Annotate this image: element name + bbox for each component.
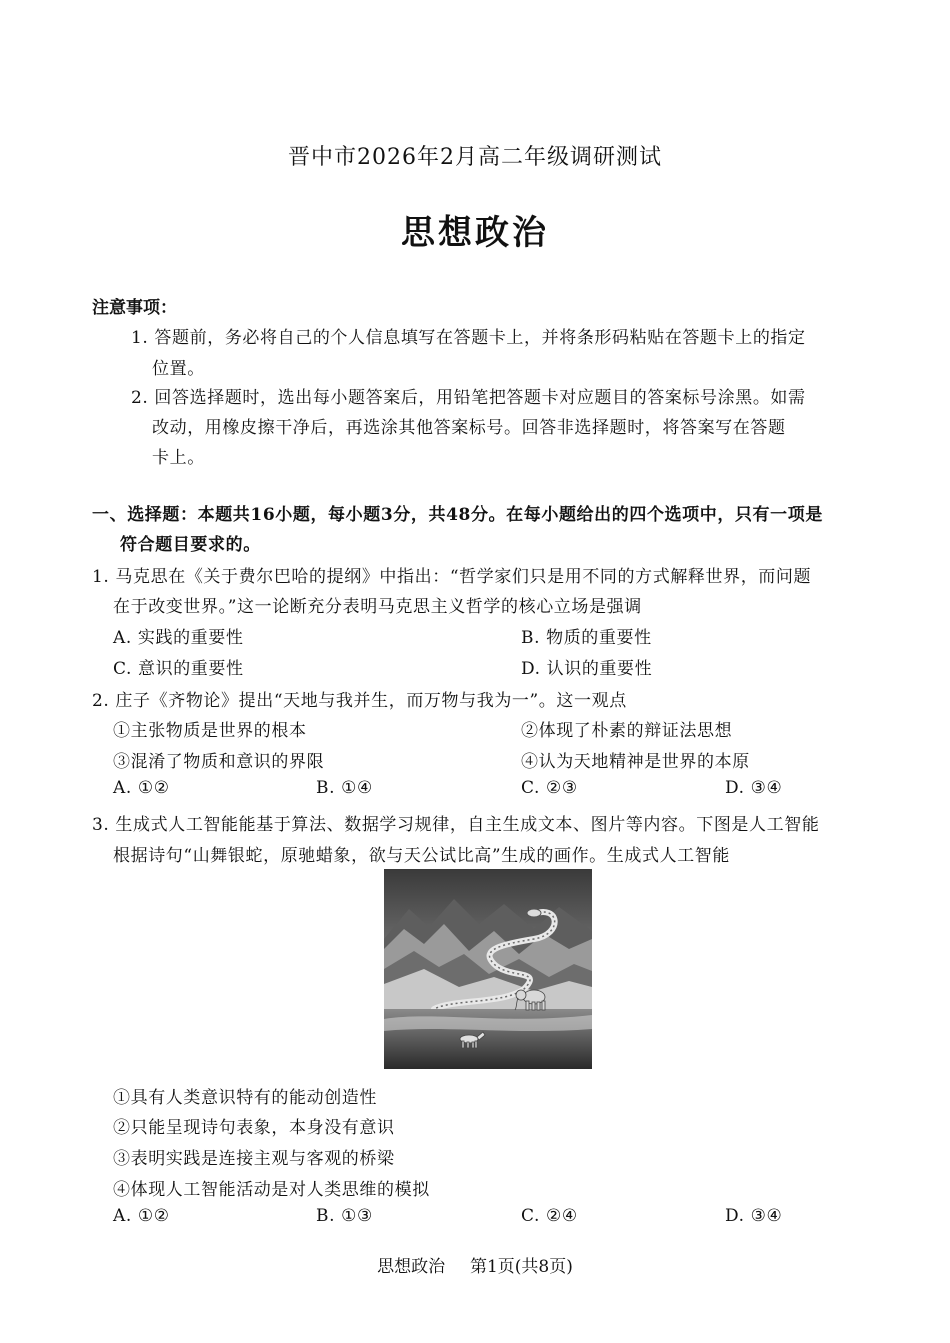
option-b: B. ①④ bbox=[316, 778, 373, 798]
statement: ③混淆了物质和意识的界限 bbox=[113, 752, 325, 772]
statement: ④认为天地精神是世界的本原 bbox=[521, 752, 750, 772]
notice-line: 2. 回答选择题时，选出每小题答案后，用铅笔把答题卡对应题目的答案标号涂黑。如需 bbox=[131, 388, 806, 408]
statement: ③表明实践是连接主观与客观的桥梁 bbox=[113, 1149, 395, 1169]
section-heading: 一、选择题：本题共16小题，每小题3分，共48分。在每小题给出的四个选项中，只有一项是 bbox=[92, 505, 823, 525]
notice-line: 改动，用橡皮擦干净后，再选涂其他答案标号。回答非选择题时，将答案写在答题 bbox=[152, 418, 786, 438]
page-footer bbox=[0, 1252, 950, 1277]
option-a: A. 实践的重要性 bbox=[113, 628, 244, 648]
question-stem: 1. 马克思在《关于费尔巴哈的提纲》中指出：“哲学家们只是用不同的方式解释世界，而问题 bbox=[92, 567, 812, 587]
ai-painting-image bbox=[384, 869, 592, 1069]
subject-title: 思想政治 bbox=[401, 213, 549, 253]
option-d: D. ③④ bbox=[725, 1206, 783, 1226]
statement: ①主张物质是世界的根本 bbox=[113, 721, 307, 741]
notice-line: 位置。 bbox=[152, 359, 205, 379]
notice-line: 卡上。 bbox=[152, 448, 205, 468]
exam-title: 晋中市2026年2月高二年级调研测试 bbox=[288, 145, 662, 170]
option-b: B. ①③ bbox=[316, 1206, 373, 1226]
statement: ①具有人类意识特有的能动创造性 bbox=[113, 1088, 377, 1108]
option-c: C. ②③ bbox=[521, 778, 578, 798]
footer-page-number: 第1页(共8页) bbox=[469, 1257, 573, 1277]
statement: ②只能呈现诗句表象，本身没有意识 bbox=[113, 1118, 395, 1138]
question-stem: 根据诗句“山舞银蛇，原驰蜡象，欲与天公试比高”生成的画作。生成式人工智能 bbox=[113, 846, 730, 866]
option-d: D. ③④ bbox=[725, 778, 783, 798]
question-stem: 在于改变世界。”这一论断充分表明马克思主义哲学的核心立场是强调 bbox=[113, 597, 642, 617]
option-c: C. ②④ bbox=[521, 1206, 578, 1226]
ai-painting-image-svg bbox=[384, 869, 592, 1069]
section-heading: 符合题目要求的。 bbox=[120, 535, 261, 555]
statement: ②体现了朴素的辩证法思想 bbox=[521, 721, 733, 741]
notice-heading: 注意事项： bbox=[92, 298, 177, 318]
option-d: D. 认识的重要性 bbox=[521, 659, 653, 679]
question-stem: 2. 庄子《齐物论》提出“天地与我并生，而万物与我为一”。这一观点 bbox=[92, 691, 627, 711]
option-a: A. ①② bbox=[113, 1206, 170, 1226]
statement: ④体现人工智能活动是对人类思维的模拟 bbox=[113, 1180, 430, 1200]
question-stem: 3. 生成式人工智能能基于算法、数据学习规律，自主生成文本、图片等内容。下图是人工智能 bbox=[92, 815, 820, 835]
notice-line: 1. 答题前，务必将自己的个人信息填写在答题卡上，并将条形码粘贴在答题卡上的指定 bbox=[131, 328, 806, 348]
option-c: C. 意识的重要性 bbox=[113, 659, 244, 679]
option-a: A. ①② bbox=[113, 778, 170, 798]
footer-subject: 思想政治 bbox=[377, 1257, 446, 1277]
option-b: B. 物质的重要性 bbox=[521, 628, 652, 648]
